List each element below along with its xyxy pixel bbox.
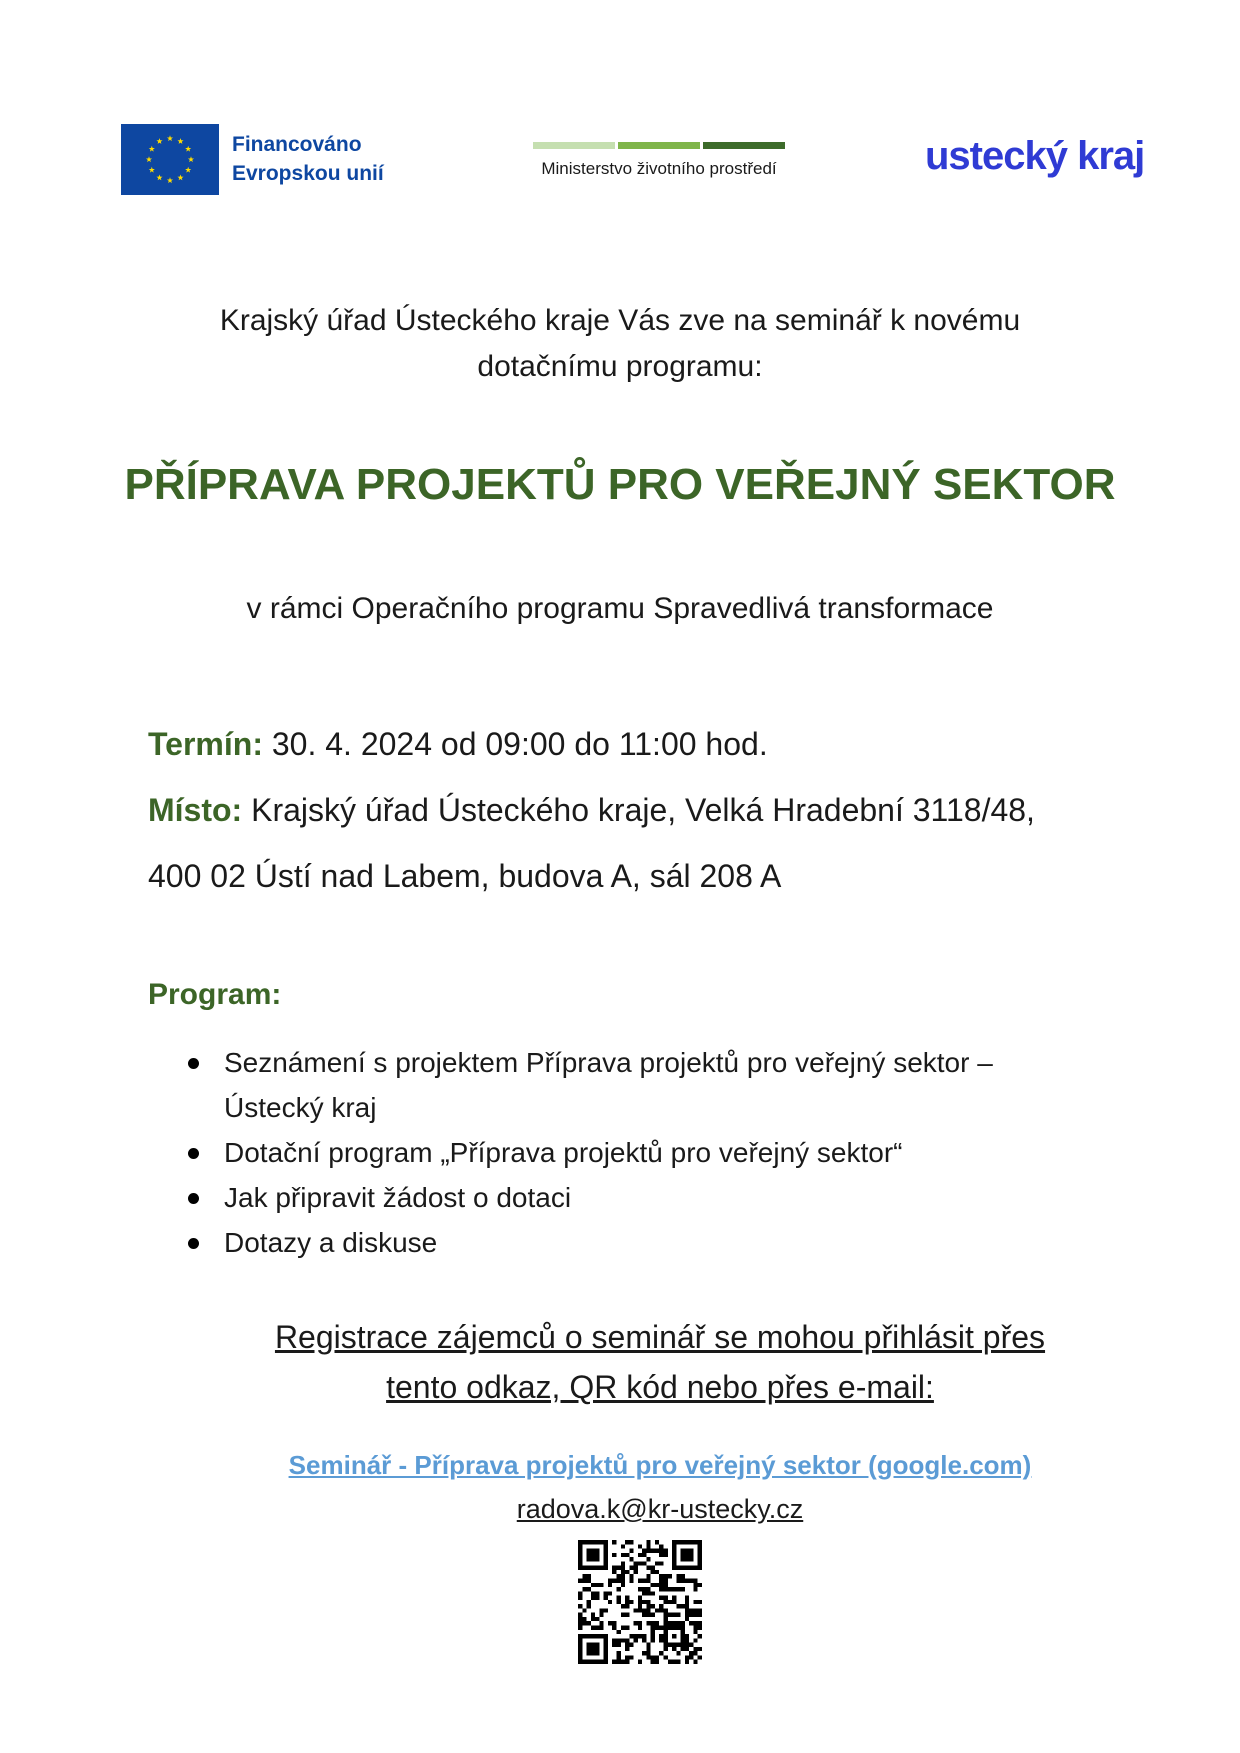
misto-value-line1: Krajský úřad Ústeckého kraje, Velká Hradební 3118/48, — [251, 792, 1035, 828]
eu-flag-icon — [121, 124, 219, 195]
eu-logo-line1: Financováno — [232, 133, 362, 156]
intro-line2: dotačnímu programu: — [477, 350, 763, 383]
mzp-logo-bars — [533, 142, 785, 149]
misto-label: Místo: — [148, 792, 243, 828]
misto-value-line2: 400 02 Ústí nad Labem, budova A, sál 208 A — [148, 858, 782, 894]
bullet-icon — [188, 1148, 199, 1159]
contact-email[interactable]: radova.k@kr-ustecky.cz — [516, 1494, 804, 1524]
page-title: PŘÍPRAVA PROJEKTŮ PRO VEŘEJNÝ SEKTOR — [124, 460, 1116, 509]
ustecky-kraj-logo: ustecký kraj — [925, 134, 1145, 178]
registration-link[interactable] — [120, 1450, 1200, 1481]
eu-logo-text — [232, 130, 384, 188]
mzp-bar-dark — [703, 142, 785, 149]
program-heading: Program: — [148, 978, 282, 1011]
list-item — [176, 1040, 1076, 1130]
qr-code-icon[interactable] — [578, 1540, 702, 1664]
program-item-text: Jak připravit žádost o dotaci — [224, 1182, 572, 1213]
bullet-icon — [188, 1238, 199, 1249]
program-list — [176, 1040, 1076, 1265]
page-subtitle: v rámci Operačního programu Spravedlivá transformace — [246, 592, 994, 625]
eu-logo-line2: Evropskou unií — [232, 162, 384, 185]
list-item — [176, 1175, 1076, 1220]
program-item-text: Dotační program „Příprava projektů pro veřejný sektor“ — [224, 1137, 903, 1168]
registration-link-text[interactable]: Seminář - Příprava projektů pro veřejný sektor (google.com) — [288, 1450, 1032, 1480]
qr-code-graphic — [578, 1540, 702, 1664]
invitation-intro — [100, 298, 1140, 390]
program-item-text: Dotazy a diskuse — [224, 1227, 438, 1258]
bullet-icon — [188, 1193, 199, 1204]
mzp-bar-medium — [618, 142, 700, 149]
mzp-bar-light — [533, 142, 615, 149]
termin-row — [148, 726, 768, 763]
bullet-icon — [188, 1058, 199, 1069]
list-item — [176, 1220, 1076, 1265]
list-item — [176, 1130, 1076, 1175]
registration-text — [220, 1312, 1100, 1412]
intro-line1: Krajský úřad Ústeckého kraje Vás zve na seminář k novému — [219, 304, 1021, 337]
registration-line2: tento odkaz, QR kód nebo přes e-mail: — [386, 1369, 934, 1405]
program-item-text: Seznámení s projektem Příprava projektů pro veřejný sektor – Ústecký kraj — [224, 1047, 993, 1123]
termin-value: 30. 4. 2024 od 09:00 do 11:00 hod. — [271, 726, 768, 762]
mzp-logo-text: Ministerstvo životního prostředí — [541, 159, 777, 178]
registration-line1: Registrace zájemců o seminář se mohou přihlásit přes — [274, 1319, 1046, 1355]
misto-row — [148, 792, 1035, 829]
termin-label: Termín: — [148, 726, 263, 762]
eu-stars — [121, 124, 219, 195]
